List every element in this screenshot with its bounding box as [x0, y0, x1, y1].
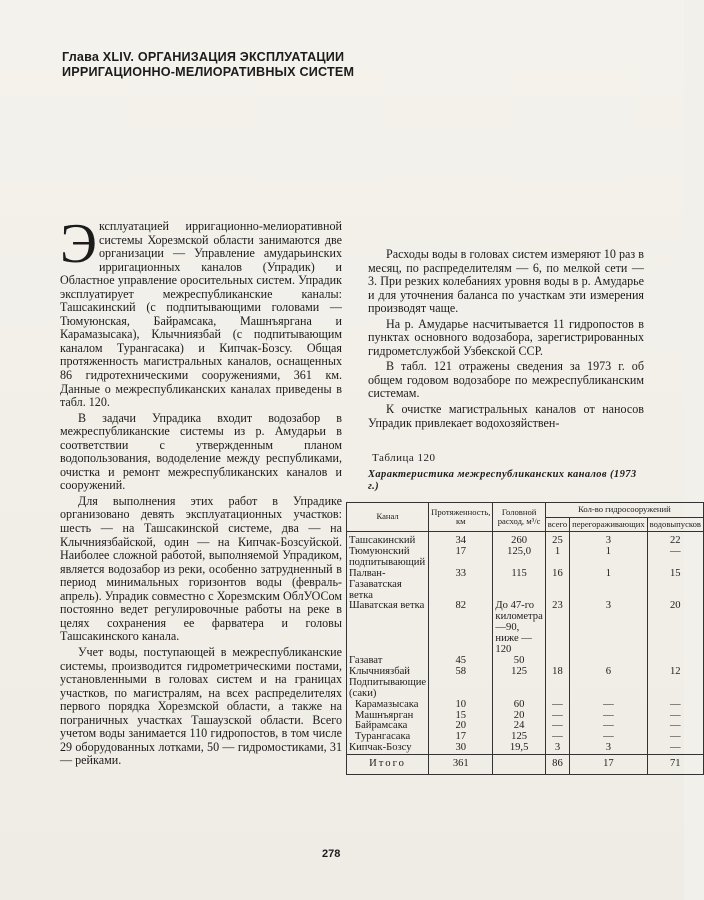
table-cell-total: 25	[545, 532, 569, 547]
table-cell-name: Шаватская ветка	[347, 601, 429, 656]
table-cell-spillways: 15	[647, 569, 703, 602]
table-cell-total: —	[545, 721, 569, 732]
table-row	[347, 700, 704, 711]
table-cell-discharge: До 47-го километра—90, ниже — 120	[493, 601, 545, 656]
canals-table	[346, 502, 704, 775]
table-cell-discharge: 125,0	[493, 547, 545, 569]
header-discharge: Головной расход, м³/с	[493, 503, 545, 532]
header-spillways: водовыпусков	[647, 517, 703, 532]
table-cell-name: Палван-Газаватская ветка	[347, 569, 429, 602]
table-cell-spillways	[647, 678, 703, 700]
table-cell-spillways: 12	[647, 667, 703, 678]
paragraph-2: В задачи Упрадика входит водозабор в межреспубликанские системы из р. Амударьи в соответствии с утвержденным планом водопользования, вододеление между республиками, очистка и ремонт межреспубликанских каналов и сооружений.	[60, 410, 342, 493]
table-total-length: 361	[429, 755, 493, 775]
table-total-row	[347, 755, 704, 775]
table-row	[347, 569, 704, 602]
table-cell-spillways: —	[647, 732, 703, 743]
table-cell-spillways: —	[647, 547, 703, 569]
table-cell-regulators: 3	[570, 743, 647, 754]
right-text-column	[368, 248, 644, 430]
table-cell-name: Клычниязбай	[347, 667, 429, 678]
table-cell-total: 16	[545, 569, 569, 602]
table-cell-regulators: —	[570, 732, 647, 743]
table-cell-total: 1	[545, 547, 569, 569]
table-cell-total: —	[545, 711, 569, 722]
table-cell-regulators: 6	[570, 667, 647, 678]
table-row	[347, 532, 704, 547]
table-cell-discharge: 19,5	[493, 743, 545, 754]
table-cell-discharge	[493, 678, 545, 700]
table-cell-name: Байрамсака	[347, 721, 429, 732]
table-cell-spillways: —	[647, 711, 703, 722]
table-cell-regulators	[570, 678, 647, 700]
chapter-heading-line-2: ИРРИГАЦИОННО-МЕЛИОРАТИВНЫХ СИСТЕМ	[62, 65, 355, 79]
table-cell-name: Машнъярган	[347, 711, 429, 722]
table-cell-name: Газават	[347, 656, 429, 667]
table-cell-spillways: —	[647, 721, 703, 732]
table-cell-length: 20	[429, 721, 493, 732]
table-cell-total: 23	[545, 601, 569, 656]
table-row	[347, 743, 704, 754]
table-cell-total: —	[545, 700, 569, 711]
table-cell-length: 58	[429, 667, 493, 678]
table-cell-total: 3	[545, 743, 569, 754]
table-cell-regulators: 1	[570, 569, 647, 602]
table-cell-discharge: 260	[493, 532, 545, 547]
table-cell-discharge: 60	[493, 700, 545, 711]
paragraph-6: На р. Амударье насчитывается 11 гидропостов в пунктах основного водозабора, зарегистрированных гидрометслужбой Узбекской ССР.	[368, 316, 644, 358]
header-total: всего	[545, 517, 569, 532]
paragraph-1-text: ксплуатацией ирригационно-мелиоративной системы Хорезмской области занимаются две организации — Управление амударьинских ирригационных каналов (Упрадик) и Областное управление оросительных систем. Упрадик эксплуатирует межреспубликанские каналы: Ташсакинский (с подпитывающими головами — Тюмуюнская, Байрамсака, Машнъяргана и Карамазысака), Клычниязбай (с подпитывающим каналом Турангасака) и Кипчак-Бозсу. Общая протяженность магистральных каналов, оснащенных 86 гидротехническими сооружениями, 361 км. Данные о межреспубликанских каналах приведены в табл. 120.	[60, 219, 342, 410]
paragraph-1	[60, 213, 342, 410]
header-structures-group: Кол-во гидросооружений	[545, 503, 703, 518]
table-row	[347, 678, 704, 700]
table-cell-name: Карамазысака	[347, 700, 429, 711]
table-cell-name: Турангасака	[347, 732, 429, 743]
header-regulators: перегораживающих	[570, 517, 647, 532]
table-title: Характеристика межреспубликанских каналов (1973 г.)	[368, 469, 637, 492]
table-body	[347, 532, 704, 775]
table-cell-total: —	[545, 732, 569, 743]
table-cell-total: 18	[545, 667, 569, 678]
table-cell-discharge: 24	[493, 721, 545, 732]
table-cell-spillways: 20	[647, 601, 703, 656]
table-cell-name: Кипчак-Бозсу	[347, 743, 429, 754]
paragraph-5: Расходы воды в головах систем измеряют 10 раз в месяц, по распределителям — 6, по мелкой сети — 3. При резких колебаниях уровня воды в р. Амударье и для уточнения баланса по участкам эти измерения производят чаще.	[368, 247, 644, 316]
paragraph-8: К очистке магистральных каналов от наносов Упрадик привлекает водохозяйствен-	[368, 402, 644, 430]
table-cell-length: 34	[429, 532, 493, 547]
table-cell-regulators: 3	[570, 601, 647, 656]
table-total-discharge	[493, 755, 545, 775]
table-cell-discharge: 20	[493, 711, 545, 722]
chapter-heading	[62, 50, 382, 80]
table-cell-discharge: 125	[493, 667, 545, 678]
header-canal: Канал	[347, 503, 429, 532]
drop-cap: Э	[60, 213, 97, 275]
table-total-name: Итого	[347, 755, 429, 775]
table-row	[347, 547, 704, 569]
table-cell-discharge: 125	[493, 732, 545, 743]
table-cell-length	[429, 678, 493, 700]
table-cell-regulators: —	[570, 700, 647, 711]
table-cell-total	[545, 678, 569, 700]
table-cell-discharge: 115	[493, 569, 545, 602]
table-row	[347, 601, 704, 656]
table-cell-regulators: 1	[570, 547, 647, 569]
table-cell-length: 17	[429, 547, 493, 569]
header-length: Протяженность, км	[429, 503, 493, 532]
table-cell-length: 10	[429, 700, 493, 711]
table-total-regulators: 17	[570, 755, 647, 775]
table-cell-length: 45	[429, 656, 493, 667]
left-text-column	[60, 213, 342, 768]
table-cell-spillways: 22	[647, 532, 703, 547]
table-total-total: 86	[545, 755, 569, 775]
table-cell-length: 30	[429, 743, 493, 754]
table-cell-regulators: —	[570, 721, 647, 732]
table-cell-name: Подпитывающие (саки)	[347, 678, 429, 700]
paragraph-4: Учет воды, поступающей в межреспубликанские системы, производится гидрометрическими постами, установленными в головах систем и на границах участков, по магистралям, на всех распределителях первого порядка Хорезмской области, а также на пограничных участках Ташаузской области. Всего учетом воды занимается 110 гидропостов, в том числе 29 оборудованных лотками, 50 — гидромостиками, 31 — рейками.	[60, 644, 342, 768]
table-cell-regulators: 3	[570, 532, 647, 547]
table-total-spillways: 71	[647, 755, 703, 775]
table-cell-length: 15	[429, 711, 493, 722]
table-cell-spillways: —	[647, 700, 703, 711]
paragraph-3: Для выполнения этих работ в Упрадике организовано девять эксплуатационных участков: шесть — на Ташсакинской системе, два — на Клычниязбайской, один — на Кипчак-Бозсуйской. Наиболее сложной работой, выполняемой Упрадиком, является водозабор из реки, особенно затрудненный в период минимальных горизонтов воды (февраль-апрель). Упрадик совместно с Хорезмским ОблУОСом постоянно ведет регулировочные работы на реке в целях сохранения ее фарватера и головы Ташсакинского канала.	[60, 493, 342, 644]
table-cell-length: 17	[429, 732, 493, 743]
table-cell-discharge: 50	[493, 656, 545, 667]
table-cell-regulators: —	[570, 711, 647, 722]
table-cell-length: 82	[429, 601, 493, 656]
table-caption: Таблица 120	[372, 452, 436, 464]
page-number: 278	[322, 848, 341, 860]
table-cell-length: 33	[429, 569, 493, 602]
chapter-heading-line-1: Глава XLIV. ОРГАНИЗАЦИЯ ЭКСПЛУАТАЦИИ	[62, 50, 345, 64]
table-cell-spillways: —	[647, 743, 703, 754]
table-cell-name: Тюмуюнский подпитывающий	[347, 547, 429, 569]
table-cell-name: Ташсакинский	[347, 532, 429, 547]
paragraph-7: В табл. 121 отражены сведения за 1973 г. об общем годовом водозаборе по межреспубликанским системам.	[368, 359, 644, 401]
